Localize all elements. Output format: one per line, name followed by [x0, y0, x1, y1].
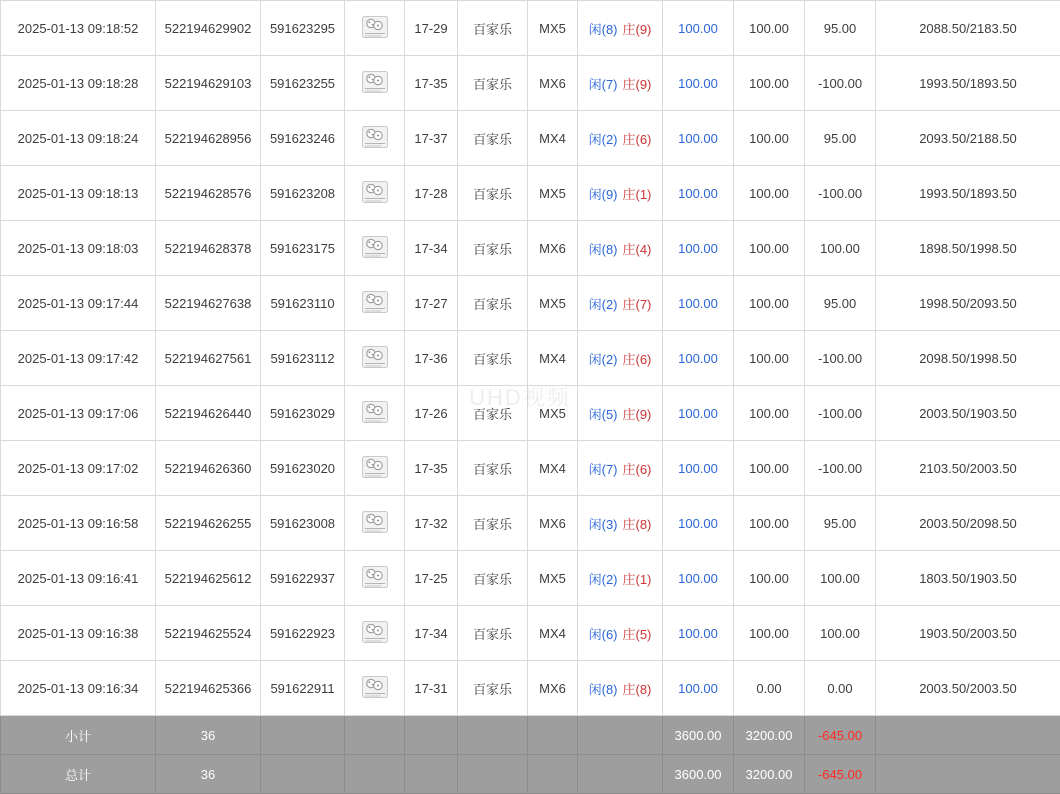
table-row: [1, 111, 1060, 166]
subtotal-row-blank-video: [345, 716, 405, 755]
bet-banker-label: 庄(6): [623, 462, 652, 477]
cell-balance: 1903.50/2003.50: [876, 606, 1060, 661]
video-replay-icon[interactable]: [362, 401, 388, 423]
watermark-text: UHD视频: [469, 381, 571, 412]
cell-game-name: 百家乐: [458, 166, 528, 221]
cell-order-no: 522194628378: [156, 221, 261, 276]
cell-valid-amount: 100.00: [734, 111, 805, 166]
cell-balance: 1993.50/1893.50: [876, 166, 1060, 221]
cell-shoe-round: 17-25: [405, 551, 458, 606]
cell-table-code: MX6: [528, 496, 578, 551]
cell-valid-amount: 100.00: [734, 276, 805, 331]
cell-valid-amount: 100.00: [734, 551, 805, 606]
cell-shoe-round: 17-34: [405, 606, 458, 661]
cell-balance: 2093.50/2188.50: [876, 111, 1060, 166]
cell-video[interactable]: [345, 496, 405, 551]
total-row-amount: 3600.00: [663, 755, 734, 794]
cell-table-code: MX4: [528, 111, 578, 166]
bet-player-label: 闲(6): [589, 627, 618, 642]
bet-player-label: 闲(8): [589, 242, 618, 257]
cell-video[interactable]: [345, 1, 405, 56]
round-no-text: 591623246: [270, 131, 335, 146]
cell-bet-result: [578, 661, 663, 716]
cell-round-no: [261, 111, 345, 166]
cell-table-code: MX4: [528, 331, 578, 386]
cell-table-code: MX5: [528, 386, 578, 441]
bet-player-label: 闲(7): [589, 462, 618, 477]
cell-win-loss: -100.00: [805, 56, 876, 111]
total-row-blank-game: [458, 755, 528, 794]
table-row: [1, 441, 1060, 496]
table-row: [1, 221, 1060, 276]
cell-valid-amount: 100.00: [734, 496, 805, 551]
total-row-blank-bet: [578, 755, 663, 794]
video-replay-icon[interactable]: [362, 16, 388, 38]
cell-order-no: 522194628576: [156, 166, 261, 221]
cell-shoe-round: 17-37: [405, 111, 458, 166]
round-no-text: 591623295: [270, 21, 335, 36]
round-no-text: 591623175: [270, 241, 335, 256]
cell-table-code: MX5: [528, 166, 578, 221]
round-no-text: 591623020: [270, 461, 335, 476]
cell-bet-amount[interactable]: [663, 111, 734, 166]
cell-game-name: 百家乐: [458, 496, 528, 551]
cell-round-no: [261, 166, 345, 221]
video-replay-icon[interactable]: [362, 346, 388, 368]
cell-bet-amount[interactable]: [663, 56, 734, 111]
cell-win-loss: -100.00: [805, 386, 876, 441]
cell-order-no: 522194627561: [156, 331, 261, 386]
cell-table-code: MX6: [528, 221, 578, 276]
total-row-blank-table: [528, 755, 578, 794]
bet-amount-link[interactable]: 100.00: [678, 21, 718, 36]
cell-win-loss: -100.00: [805, 441, 876, 496]
video-replay-icon[interactable]: [362, 181, 388, 203]
cell-table-code: MX6: [528, 661, 578, 716]
cell-win-loss: 100.00: [805, 606, 876, 661]
cell-bet-amount[interactable]: [663, 1, 734, 56]
table-row: [1, 166, 1060, 221]
cell-bet-result: [578, 386, 663, 441]
cell-shoe-round: 17-31: [405, 661, 458, 716]
round-no-text: 591622937: [270, 571, 335, 586]
cell-round-no: [261, 496, 345, 551]
cell-win-loss: -100.00: [805, 331, 876, 386]
bet-amount-link[interactable]: 100.00: [678, 241, 718, 256]
round-no-text: 591622911: [270, 681, 334, 696]
cell-bet-result: [578, 276, 663, 331]
bet-banker-label: 庄(4): [623, 242, 652, 257]
cell-shoe-round: 17-32: [405, 496, 458, 551]
cell-valid-amount: 100.00: [734, 56, 805, 111]
cell-win-loss: 100.00: [805, 551, 876, 606]
cell-bet-result: [578, 606, 663, 661]
bet-player-label: 闲(2): [589, 352, 618, 367]
bet-banker-label: 庄(1): [623, 187, 652, 202]
subtotal-row-blank-shoe: [405, 716, 458, 755]
cell-video[interactable]: [345, 386, 405, 441]
cell-game-name: 百家乐: [458, 111, 528, 166]
cell-bet-result: [578, 56, 663, 111]
bet-amount-link[interactable]: 100.00: [678, 626, 718, 641]
cell-win-loss: 95.00: [805, 1, 876, 56]
cell-video[interactable]: [345, 441, 405, 496]
cell-win-loss: 0.00: [805, 661, 876, 716]
total-row-blank-video: [345, 755, 405, 794]
cell-game-name: 百家乐: [458, 56, 528, 111]
cell-balance: 1993.50/1893.50: [876, 56, 1060, 111]
total-row-label: 总计: [1, 755, 156, 794]
cell-time: 2025-01-13 09:18:28: [1, 56, 156, 111]
cell-round-no: [261, 661, 345, 716]
cell-order-no: 522194628956: [156, 111, 261, 166]
video-replay-icon[interactable]: [362, 511, 388, 533]
cell-bet-result: [578, 111, 663, 166]
bet-amount-link[interactable]: 100.00: [678, 406, 718, 421]
cell-balance: 1803.50/1903.50: [876, 551, 1060, 606]
bet-banker-label: 庄(9): [623, 407, 652, 422]
cell-balance: 2103.50/2003.50: [876, 441, 1060, 496]
subtotal-row-blank-game: [458, 716, 528, 755]
cell-bet-amount[interactable]: [663, 276, 734, 331]
cell-order-no: 522194626255: [156, 496, 261, 551]
subtotal-row-amount: 3600.00: [663, 716, 734, 755]
cell-shoe-round: 17-35: [405, 56, 458, 111]
cell-table-code: MX6: [528, 56, 578, 111]
cell-table-code: MX5: [528, 1, 578, 56]
cell-win-loss: 95.00: [805, 276, 876, 331]
cell-time: 2025-01-13 09:16:38: [1, 606, 156, 661]
cell-video[interactable]: [345, 166, 405, 221]
subtotal-row-blank-bet: [578, 716, 663, 755]
cell-bet-amount[interactable]: [663, 386, 734, 441]
cell-table-code: MX4: [528, 441, 578, 496]
bet-banker-label: 庄(5): [623, 627, 652, 642]
cell-order-no: 522194626360: [156, 441, 261, 496]
total-row-win-loss: -645.00: [805, 755, 876, 794]
cell-bet-result: [578, 331, 663, 386]
subtotal-row-blank-balance: [876, 716, 1060, 755]
cell-time: 2025-01-13 09:16:58: [1, 496, 156, 551]
cell-time: 2025-01-13 09:17:06: [1, 386, 156, 441]
cell-time: 2025-01-13 09:18:24: [1, 111, 156, 166]
cell-bet-result: [578, 221, 663, 276]
total-row-blank-round: [261, 755, 345, 794]
cell-shoe-round: 17-27: [405, 276, 458, 331]
cell-video[interactable]: [345, 661, 405, 716]
bet-player-label: 闲(7): [589, 77, 618, 92]
cell-table-code: MX5: [528, 276, 578, 331]
cell-valid-amount: 100.00: [734, 606, 805, 661]
cell-game-name: 百家乐: [458, 221, 528, 276]
cell-bet-result: [578, 1, 663, 56]
cell-valid-amount: 100.00: [734, 166, 805, 221]
cell-round-no: [261, 331, 345, 386]
cell-game-name: 百家乐: [458, 276, 528, 331]
round-no-text: 591623112: [270, 351, 334, 366]
cell-game-name: 百家乐: [458, 441, 528, 496]
cell-balance: 2003.50/2098.50: [876, 496, 1060, 551]
cell-time: 2025-01-13 09:18:13: [1, 166, 156, 221]
video-replay-icon[interactable]: [362, 621, 388, 643]
cell-table-code: MX4: [528, 606, 578, 661]
total-row-count: 36: [156, 755, 261, 794]
cell-balance: 2088.50/2183.50: [876, 1, 1060, 56]
video-replay-icon[interactable]: [362, 291, 388, 313]
cell-bet-result: [578, 441, 663, 496]
cell-win-loss: -100.00: [805, 166, 876, 221]
cell-round-no: [261, 221, 345, 276]
table-row: [1, 56, 1060, 111]
cell-bet-result: [578, 496, 663, 551]
bet-amount-link[interactable]: 100.00: [678, 76, 718, 91]
cell-video[interactable]: [345, 276, 405, 331]
video-replay-icon[interactable]: [362, 456, 388, 478]
cell-game-name: 百家乐: [458, 606, 528, 661]
cell-time: 2025-01-13 09:16:41: [1, 551, 156, 606]
cell-video[interactable]: [345, 56, 405, 111]
bet-amount-link[interactable]: 100.00: [678, 681, 718, 696]
cell-win-loss: 95.00: [805, 496, 876, 551]
cell-shoe-round: 17-35: [405, 441, 458, 496]
cell-time: 2025-01-13 09:17:42: [1, 331, 156, 386]
cell-balance: 2003.50/2003.50: [876, 661, 1060, 716]
video-replay-icon[interactable]: [362, 676, 388, 698]
cell-shoe-round: 17-36: [405, 331, 458, 386]
cell-bet-amount[interactable]: [663, 496, 734, 551]
cell-game-name: 百家乐: [458, 1, 528, 56]
bet-banker-label: 庄(6): [623, 132, 652, 147]
bet-player-label: 闲(3): [589, 517, 618, 532]
cell-game-name: 百家乐: [458, 661, 528, 716]
video-replay-icon[interactable]: [362, 126, 388, 148]
round-no-text: 591623208: [270, 186, 335, 201]
cell-round-no: [261, 276, 345, 331]
cell-time: 2025-01-13 09:18:52: [1, 1, 156, 56]
cell-order-no: 522194625612: [156, 551, 261, 606]
cell-bet-result: [578, 166, 663, 221]
cell-valid-amount: 100.00: [734, 331, 805, 386]
subtotal-row-count: 36: [156, 716, 261, 755]
cell-bet-amount[interactable]: [663, 441, 734, 496]
bet-amount-link[interactable]: 100.00: [678, 131, 718, 146]
cell-video[interactable]: [345, 551, 405, 606]
bet-amount-link[interactable]: 100.00: [678, 186, 718, 201]
round-no-text: 591623008: [270, 516, 335, 531]
cell-bet-amount[interactable]: [663, 551, 734, 606]
cell-round-no: [261, 441, 345, 496]
table-row: [1, 276, 1060, 331]
cell-bet-amount[interactable]: [663, 606, 734, 661]
bet-banker-label: 庄(8): [623, 517, 652, 532]
subtotal-row-label: 小计: [1, 716, 156, 755]
cell-game-name: 百家乐: [458, 331, 528, 386]
cell-time: 2025-01-13 09:16:34: [1, 661, 156, 716]
cell-shoe-round: 17-26: [405, 386, 458, 441]
subtotal-row: [1, 716, 1060, 755]
cell-game-name: 百家乐: [458, 386, 528, 441]
cell-shoe-round: 17-29: [405, 1, 458, 56]
cell-bet-result: [578, 551, 663, 606]
table-row: [1, 496, 1060, 551]
cell-order-no: 522194626440: [156, 386, 261, 441]
bet-banker-label: 庄(7): [623, 297, 652, 312]
round-no-text: 591622923: [270, 626, 335, 641]
cell-win-loss: 100.00: [805, 221, 876, 276]
bet-player-label: 闲(2): [589, 572, 618, 587]
video-replay-icon[interactable]: [362, 566, 388, 588]
subtotal-row-blank-table: [528, 716, 578, 755]
cell-win-loss: 95.00: [805, 111, 876, 166]
round-no-text: 591623110: [270, 296, 334, 311]
table-row: [1, 1, 1060, 56]
cell-valid-amount: 100.00: [734, 1, 805, 56]
video-replay-icon[interactable]: [362, 236, 388, 258]
cell-video[interactable]: [345, 606, 405, 661]
cell-time: 2025-01-13 09:17:44: [1, 276, 156, 331]
cell-round-no: [261, 386, 345, 441]
cell-video[interactable]: [345, 331, 405, 386]
cell-valid-amount: 100.00: [734, 441, 805, 496]
bet-banker-label: 庄(1): [623, 572, 652, 587]
cell-video[interactable]: [345, 221, 405, 276]
bet-banker-label: 庄(8): [623, 682, 652, 697]
subtotal-row-valid: 3200.00: [734, 716, 805, 755]
bet-player-label: 闲(9): [589, 187, 618, 202]
subtotal-row-blank-round: [261, 716, 345, 755]
bet-amount-link[interactable]: 100.00: [678, 461, 718, 476]
subtotal-row-win-loss: -645.00: [805, 716, 876, 755]
bet-banker-label: 庄(6): [623, 352, 652, 367]
bet-amount-link[interactable]: 100.00: [678, 516, 718, 531]
cell-balance: 2098.50/1998.50: [876, 331, 1060, 386]
cell-bet-amount[interactable]: [663, 661, 734, 716]
cell-video[interactable]: [345, 111, 405, 166]
bet-player-label: 闲(8): [589, 22, 618, 37]
total-row: [1, 755, 1060, 794]
total-row-blank-balance: [876, 755, 1060, 794]
cell-balance: 2003.50/1903.50: [876, 386, 1060, 441]
bet-amount-link[interactable]: 100.00: [678, 571, 718, 586]
bet-banker-label: 庄(9): [623, 22, 652, 37]
cell-order-no: 522194625366: [156, 661, 261, 716]
round-no-text: 591623029: [270, 406, 335, 421]
table-row: [1, 386, 1060, 441]
cell-round-no: [261, 1, 345, 56]
cell-bet-amount[interactable]: [663, 221, 734, 276]
bet-amount-link[interactable]: 100.00: [678, 351, 718, 366]
table-row: [1, 661, 1060, 716]
cell-time: 2025-01-13 09:17:02: [1, 441, 156, 496]
cell-valid-amount: 0.00: [734, 661, 805, 716]
cell-order-no: 522194629103: [156, 56, 261, 111]
video-replay-icon[interactable]: [362, 71, 388, 93]
cell-order-no: 522194627638: [156, 276, 261, 331]
bet-amount-link[interactable]: 100.00: [678, 296, 718, 311]
cell-valid-amount: 100.00: [734, 221, 805, 276]
table-row: [1, 606, 1060, 661]
bet-player-label: 闲(8): [589, 682, 618, 697]
cell-balance: 1998.50/2093.50: [876, 276, 1060, 331]
bet-player-label: 闲(2): [589, 297, 618, 312]
table-row: [1, 551, 1060, 606]
total-row-blank-shoe: [405, 755, 458, 794]
bet-player-label: 闲(2): [589, 132, 618, 147]
cell-balance: 1898.50/1998.50: [876, 221, 1060, 276]
bet-player-label: 闲(5): [589, 407, 618, 422]
cell-order-no: 522194629902: [156, 1, 261, 56]
cell-round-no: [261, 606, 345, 661]
cell-shoe-round: 17-28: [405, 166, 458, 221]
total-row-valid: 3200.00: [734, 755, 805, 794]
cell-time: 2025-01-13 09:18:03: [1, 221, 156, 276]
cell-bet-amount[interactable]: [663, 331, 734, 386]
cell-bet-amount[interactable]: [663, 166, 734, 221]
cell-round-no: [261, 56, 345, 111]
bet-banker-label: 庄(9): [623, 77, 652, 92]
cell-valid-amount: 100.00: [734, 386, 805, 441]
round-no-text: 591623255: [270, 76, 335, 91]
cell-game-name: 百家乐: [458, 551, 528, 606]
table-row: [1, 331, 1060, 386]
cell-round-no: [261, 551, 345, 606]
cell-shoe-round: 17-34: [405, 221, 458, 276]
cell-order-no: 522194625524: [156, 606, 261, 661]
cell-table-code: MX5: [528, 551, 578, 606]
